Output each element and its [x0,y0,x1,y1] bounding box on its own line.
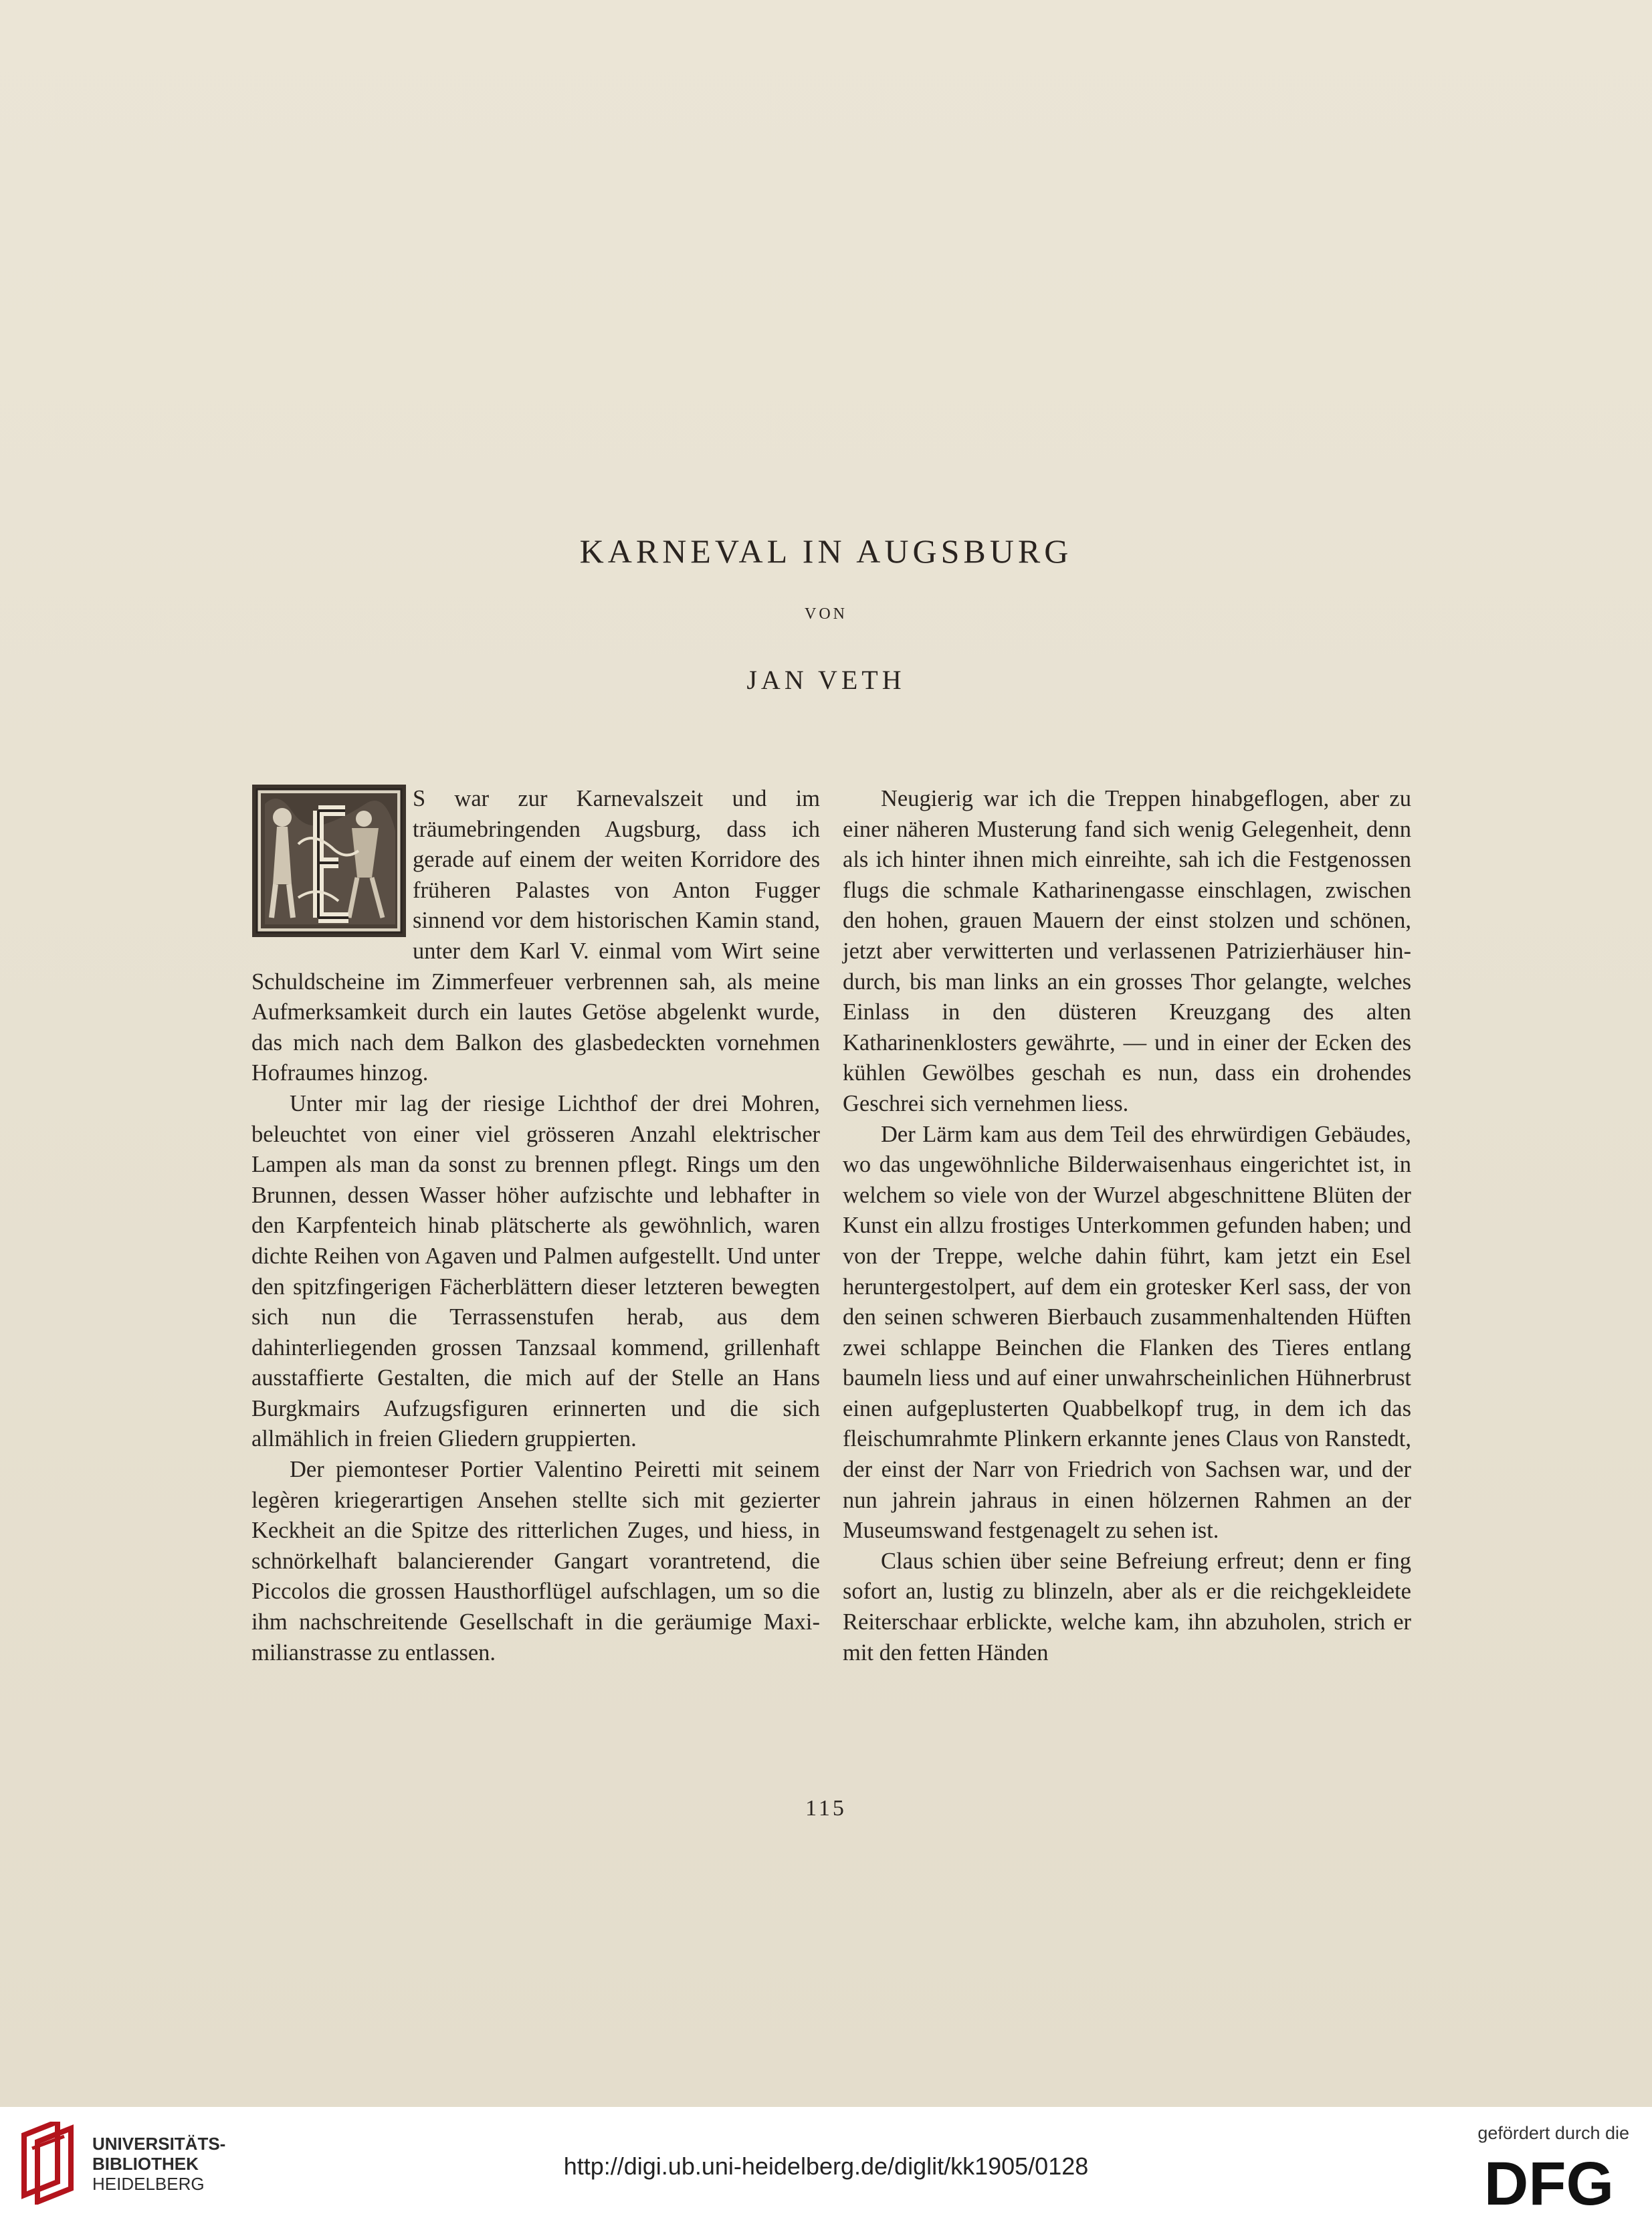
source-url-link[interactable]: http://digi.ub.uni-heidelberg.de/diglit/kk1905/0128 [563,2152,1089,2180]
paragraph: S war zur Karnevalszeit und im träumebringenden Augsburg, dass ich gerade auf einem der weiten Korridore des früheren Palastes von Anton Fugger sinnend vor dem historischen Kamin stand, unter dem Karl V. einmal vom Wirt seine Schuldscheine im Zimmerfeuer verbrennen sah, als meine Aufmerksamkeit durch ein lautes Getöse abgelenkt wurde, das mich nach dem Balkon des glasbedeckten vornehmen Hofraumes hinzog. [251,786,820,1086]
article-author: JAN VETH [746,665,906,695]
footer-bar [0,2107,1652,2226]
article-title: KARNEVAL IN AUGSBURG [579,532,1073,570]
paragraph: Neugierig war ich die Treppen hinabgeflogen, aber zu einer näheren Musterung fand sich wenig Gelegenheit, denn als ich hinter ihnen mich einreihte, sah ich die Festgenossen flugs die schmale Katharinengasse einschlagen, zwischen den hohen, grauen Mauern der einst stolzen und schönen, jetzt aber verwitterten und verlassenen Patrizierhäuser hindurch, bis man links an ein grosses Thor gelangte, welches Einlass in den düsteren Kreuzgang des alten Katharinenklosters gewährte, — und in einer der Ecken des kühlen Gewölbes geschah es nun, dass ein drohendes Geschrei sich vernehmen liess. [843,786,1411,1116]
paragraph: Claus schien über seine Befreiung erfreut; denn er fing sofort an, lustig zu blinzeln, aber als er die reichgekleidete Reiterschaar erblickte, welche kam, ihn abzuholen, strich er mit den fetten Händen [843,1548,1411,1665]
paragraph: Der Lärm kam aus dem Teil des ehrwürdigen Gebäudes, wo das ungewöhnliche Bilderwaisenhaus eingerichtet ist, in welchem so viele von der Wurzel abgeschnittene Blüten der Kunst ein allzu frostiges Unterkommen gefunden haben; und von der Treppe, welche dahin führt, kam jetzt ein Esel heruntergestolpert, auf dem ein grotesker Kerl sass, der von den seinen schweren Bierbauch zusammenhaltenden Hüften zwei schlappe Beinchen die Flanken des Tieres entlang baumeln liess und auf einer unwahrscheinlichen Hühnerbrust einen aufgeplusterten Quabbelkopf trug, in dem ich das fleischumrahmte Plinkern erkannte jenes Claus von Ranstedt, der einst der Narr von Friedrich von Sachsen war, und der nun jahrein jahraus in einen hölzernen Rahmen an der Museumswand festgenagelt zu sehen ist. [843,1121,1411,1544]
left-column [251,784,820,1668]
svg-text:DFG: DFG [1483,2154,1615,2211]
right-column [843,784,1411,1668]
page-number: 115 [805,1796,847,1821]
library-name: UNIVERSITÄTS- BIBLIOTHEK HEIDELBERG [92,2134,226,2194]
dfg-logo-icon[interactable] [1469,2154,1629,2211]
funder-note: gefördert durch die [1477,2123,1629,2143]
paragraph: Der piemonteser Portier Valentino Peiretti mit seinem legèren kriegerartigen Ansehen stellte sich mit gezierter Keckheit an die Spitze des ritterlichen Zuges, und hiess, in schnörkelhaft balancierender Gangart vorantretend, die Piccolos die grossen Hausthorflügel aufschlagen, um so die ihm nachschreitende Gesellschaft in die geräumige Maximilianstrasse zu entlassen. [251,1457,820,1665]
byline-von: VON [805,605,847,623]
ornate-initial-e-icon [251,784,407,938]
paragraph: Unter mir lag der riesige Lichthof der drei Mohren, beleuchtet von einer viel grösseren Anzahl elektrischer Lampen als man da sonst zu brennen pflegt. Rings um den Brunnen, dessen Wasser höher aufzischte und lebhafter in den Karpfenteich hinab plätscherte als gewöhnlich, waren dichte Reihen von Agaven und Palmen aufgestellt. Und unter den spitzfingerigen Fächerblättern dieser letzteren bewegten sich nun die Terrassenstufen herab, aus dem dahinterliegenden grossen Tanzsaal kommend, grillenhaft ausstaffierte Gestalten, die mich auf der Stelle an Hans Burgkmairs Aufzugsfiguren erinnerten und die sich allmählich in freien Gliedern gruppierten. [251,1090,820,1452]
